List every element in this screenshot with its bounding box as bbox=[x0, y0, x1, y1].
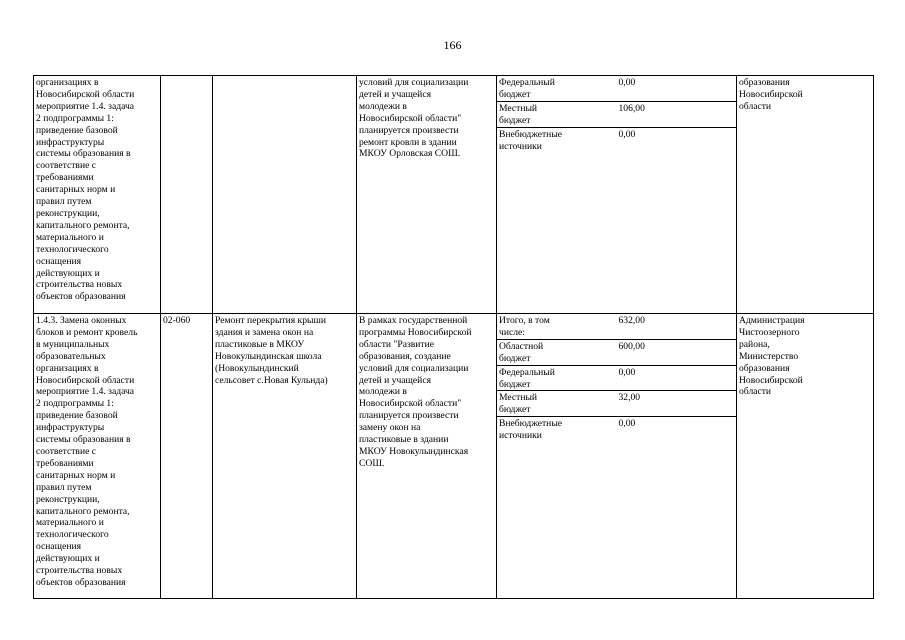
purpose-line: детей и учащейся bbox=[359, 88, 431, 100]
measure-name-line: организациях в bbox=[36, 362, 99, 374]
funding-source-line: источники bbox=[499, 140, 542, 152]
funding-row bbox=[497, 339, 736, 365]
measure-name-cell bbox=[34, 76, 161, 314]
funding-source bbox=[497, 417, 617, 442]
measure-name-line: реконструкции, bbox=[36, 493, 100, 505]
measure-name-line: технологического bbox=[36, 529, 109, 541]
purpose-line: образования, создание bbox=[359, 350, 451, 362]
executor-line: Чистоозерного bbox=[739, 326, 800, 338]
funding-cell bbox=[497, 76, 737, 314]
purpose-line: замену окон на bbox=[359, 422, 421, 434]
measure-name-line: объектов образования bbox=[36, 291, 126, 303]
measure-name-line: оснащения bbox=[36, 255, 82, 267]
measure-name-line: строительства новых bbox=[36, 565, 123, 577]
measure-name-line: правил путем bbox=[36, 481, 92, 493]
funding-amount: 600,00 bbox=[617, 339, 737, 365]
executor-line: области bbox=[739, 100, 772, 112]
measure-name-line: системы образования в bbox=[36, 434, 131, 446]
funding-source bbox=[497, 339, 617, 365]
table-row bbox=[34, 76, 874, 314]
measure-name-line: действующих и bbox=[36, 267, 100, 279]
measure-name-line: инфраструктуры bbox=[36, 422, 105, 434]
purpose-line: ремонт кровли в здании bbox=[359, 136, 457, 148]
table-row bbox=[34, 314, 874, 599]
purpose-line: Новосибирской области" bbox=[359, 112, 462, 124]
measure-name-line: капитального ремонта, bbox=[36, 505, 130, 517]
measure-name-line: 1.4.3. Замена оконных bbox=[36, 315, 127, 326]
funding-row bbox=[497, 314, 736, 339]
measure-name-line: инфраструктуры bbox=[36, 136, 105, 148]
measure-name-line: капитального ремонта, bbox=[36, 219, 130, 231]
funding-source-line: Местный bbox=[499, 392, 538, 404]
funding-source bbox=[497, 314, 617, 339]
purpose-line: молодежи в bbox=[359, 386, 407, 398]
measure-name-cell bbox=[34, 314, 161, 599]
executor-line: образования bbox=[739, 362, 790, 374]
measure-name-line: Новосибирской области bbox=[36, 88, 135, 100]
work-description-line: здания и замена окон на bbox=[215, 326, 314, 338]
funding-source bbox=[497, 76, 617, 101]
page-number: 166 bbox=[443, 38, 462, 52]
measure-name-line: действующих и bbox=[36, 553, 100, 565]
measure-name-line: соответствие с bbox=[36, 160, 96, 172]
measure-name-line: организациях в bbox=[36, 77, 99, 88]
purpose-line: Новосибирской области" bbox=[359, 398, 462, 410]
funding-source-line: Федеральный bbox=[499, 366, 555, 378]
executor-cell bbox=[737, 314, 874, 599]
work-description-line: Новокулындинская школа bbox=[215, 350, 322, 362]
funding-amount: 0,00 bbox=[618, 128, 636, 140]
funding-row bbox=[497, 365, 736, 391]
measure-name-line: реконструкции, bbox=[36, 207, 100, 219]
measure-name-line: Новосибирской области bbox=[36, 374, 135, 386]
funding-source-line: источники bbox=[499, 430, 542, 442]
purpose-line: условий для социализации bbox=[359, 77, 469, 88]
funding-row bbox=[497, 76, 736, 101]
executor-line: Министерство bbox=[739, 350, 799, 362]
funding-amount: 32,00 bbox=[617, 391, 737, 417]
purpose-line: детей и учащейся bbox=[359, 374, 431, 386]
measure-name-line: в муниципальных bbox=[36, 338, 110, 350]
purpose-line: МКОУ Орловская СОШ. bbox=[359, 148, 461, 160]
funding-amount: 0,00 bbox=[617, 365, 737, 391]
funding-source bbox=[497, 365, 617, 391]
purpose-line: молодежи в bbox=[359, 100, 407, 112]
funding-row bbox=[497, 391, 736, 417]
measure-name-line: блоков и ремонт кровель bbox=[36, 326, 138, 338]
funding-table bbox=[497, 76, 736, 152]
purpose-line: пластиковые в здании bbox=[359, 434, 449, 446]
funding-source-line: Итого, в том bbox=[499, 315, 550, 326]
measure-name-line: образовательных bbox=[36, 350, 106, 362]
funding-row bbox=[497, 417, 736, 442]
measure-name-line: требованиями bbox=[36, 457, 94, 469]
purpose-line: условий для социализации bbox=[359, 362, 469, 374]
funding-source-line: Местный bbox=[499, 102, 538, 114]
measure-name-line: строительства новых bbox=[36, 279, 123, 291]
measure-name-line: мероприятие 1.4. задача bbox=[36, 100, 135, 112]
funding-source-line: бюджет bbox=[499, 114, 531, 126]
measure-name-line: технологического bbox=[36, 243, 109, 255]
measure-name-line: объектов образования bbox=[36, 576, 126, 588]
executor-line: Новосибирской bbox=[739, 374, 803, 386]
measure-name-line: системы образования в bbox=[36, 148, 131, 160]
measure-name-line: соответствие с bbox=[36, 445, 96, 457]
measure-name-line: приведение базовой bbox=[36, 410, 118, 422]
purpose-line: МКОУ Новокулындинская bbox=[359, 445, 469, 457]
executor-line: района, bbox=[739, 338, 770, 350]
measure-name-line: оснащения bbox=[36, 541, 82, 553]
work-description-line: сельсовет с.Новая Кульнда) bbox=[215, 374, 328, 386]
funding-amount: 632,00 bbox=[617, 314, 737, 339]
code-value: 02-060 bbox=[163, 315, 191, 326]
funding-cell bbox=[497, 314, 737, 599]
purpose-line: СОШ. bbox=[359, 457, 385, 469]
measure-name-line: 2 подпрограммы 1: bbox=[36, 112, 114, 124]
measure-name-line: 2 подпрограммы 1: bbox=[36, 398, 114, 410]
purpose-line: В рамках государственной bbox=[359, 315, 468, 326]
executor-line: Администрация bbox=[739, 315, 805, 326]
work-description-line: пластиковые в МКОУ bbox=[215, 338, 305, 350]
purpose-line: области "Развитие bbox=[359, 338, 435, 350]
funding-source-line: Внебюджетные bbox=[499, 418, 563, 430]
funding-source-line: бюджет bbox=[499, 404, 531, 416]
measure-name-line: требованиями bbox=[36, 172, 94, 184]
funding-source-line: бюджет bbox=[499, 378, 531, 390]
purpose-line: программы Новосибирской bbox=[359, 326, 472, 338]
measure-name-line: мероприятие 1.4. задача bbox=[36, 386, 135, 398]
purpose-cell bbox=[357, 76, 497, 314]
measure-name-line: санитарных норм и bbox=[36, 184, 116, 196]
measure-name-line: приведение базовой bbox=[36, 124, 118, 136]
funding-row bbox=[497, 127, 736, 152]
code-cell bbox=[161, 314, 213, 599]
purpose-cell bbox=[357, 314, 497, 599]
measure-name-line: санитарных норм и bbox=[36, 469, 116, 481]
executor-cell bbox=[737, 76, 874, 314]
work-description-line: Ремонт перекрытия крыши bbox=[215, 315, 326, 326]
measure-name-line: правил путем bbox=[36, 196, 92, 208]
work-description-cell bbox=[213, 314, 357, 599]
funding-source-line: бюджет bbox=[499, 88, 531, 100]
funding-row bbox=[497, 101, 736, 127]
funding-source-line: Областной bbox=[499, 340, 544, 352]
funding-table bbox=[497, 314, 736, 442]
funding-amount: 0,00 bbox=[618, 418, 636, 430]
purpose-line: планируется произвести bbox=[359, 410, 459, 422]
funding-source bbox=[497, 127, 617, 152]
funding-source-line: бюджет bbox=[499, 352, 531, 364]
funding-amount: 0,00 bbox=[617, 76, 737, 101]
funding-amount: 106,00 bbox=[617, 101, 737, 127]
code-cell bbox=[161, 76, 213, 314]
executor-line: области bbox=[739, 386, 772, 398]
executor-line: Новосибирской bbox=[739, 88, 803, 100]
executor-line: образования bbox=[739, 77, 790, 88]
purpose-line: планируется произвести bbox=[359, 124, 459, 136]
funding-source-line: Внебюджетные bbox=[499, 128, 563, 140]
measure-name-line: материального и bbox=[36, 231, 104, 243]
funding-source bbox=[497, 391, 617, 417]
measure-name-line: материального и bbox=[36, 517, 104, 529]
funding-source bbox=[497, 101, 617, 127]
program-table bbox=[33, 75, 874, 599]
work-description-cell bbox=[213, 76, 357, 314]
funding-source-line: числе: bbox=[499, 326, 525, 338]
work-description-line: (Новокулындинский bbox=[215, 362, 299, 374]
funding-source-line: Федеральный bbox=[499, 77, 555, 88]
